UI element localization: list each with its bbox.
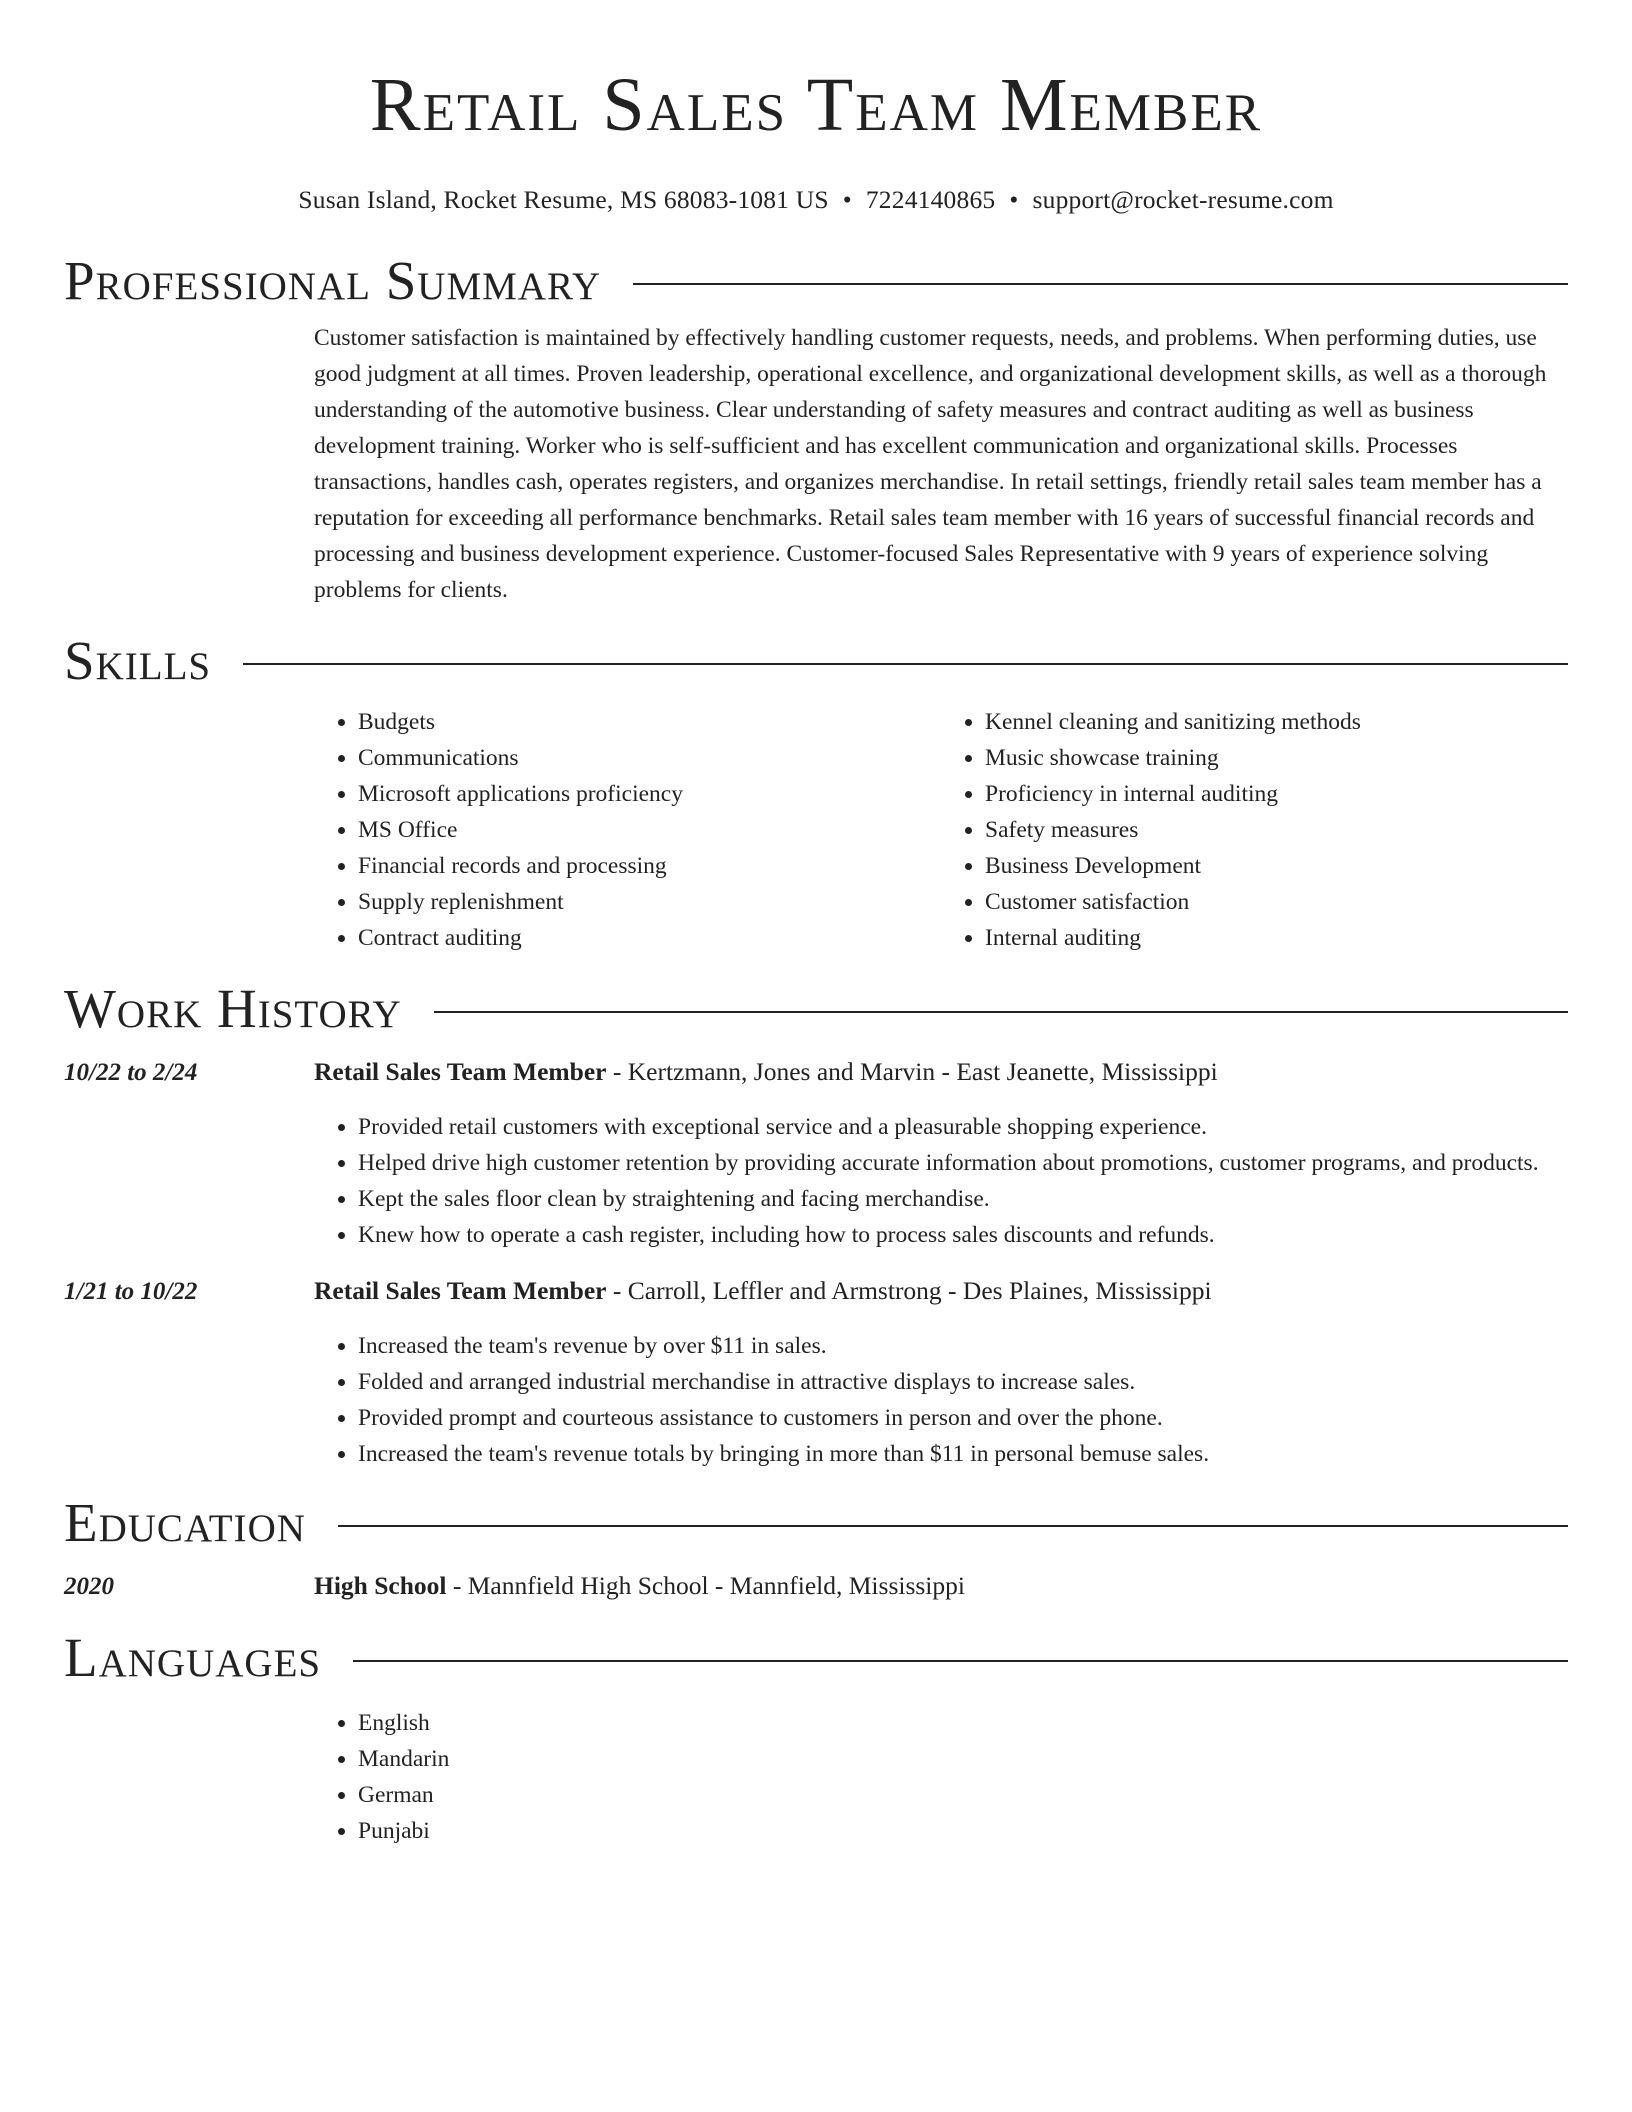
skill-item: • Customer satisfaction [985, 884, 1568, 920]
contact-line [64, 184, 1568, 216]
job-bullet: • Knew how to operate a cash register, including how to process sales discounts and refunds. [358, 1217, 1568, 1253]
job-bullet: • Provided prompt and courteous assistance to customers in person and over the phone. [358, 1400, 1568, 1436]
education-year: 2020 [64, 1573, 114, 1600]
section-divider [633, 283, 1568, 285]
education-school: - Mannfield High School - Mannfield, Mississippi [446, 1571, 965, 1600]
skill-item: • Kennel cleaning and sanitizing methods [985, 704, 1568, 740]
job-bullet: • Folded and arranged industrial merchandise in attractive displays to increase sales. [358, 1364, 1568, 1400]
job-bullets [314, 1328, 1568, 1472]
job-header [64, 1273, 1568, 1310]
education-degree: High School [314, 1571, 447, 1600]
job-title: Retail Sales Team Member [314, 1057, 607, 1086]
languages-section-header [64, 1625, 1568, 1691]
job-dates: 10/22 to 2/24 [64, 1059, 198, 1086]
education-heading [314, 1568, 965, 1604]
section-divider [434, 1011, 1568, 1013]
section-divider [338, 1525, 1568, 1527]
work-section-header [64, 976, 1568, 1042]
skill-item: • Safety measures [985, 812, 1568, 848]
job-bullet: • Increased the team's revenue totals by bringing in more than $11 in personal bemuse sales. [358, 1436, 1568, 1472]
skill-item: • Proficiency in internal auditing [985, 776, 1568, 812]
job-bullet: • Increased the team's revenue by over $11 in sales. [358, 1328, 1568, 1364]
contact-email: support@rocket-resume.com [1032, 185, 1334, 214]
summary-title: Professional Summary [64, 250, 602, 311]
job-heading [314, 1054, 1218, 1090]
summary-body [314, 320, 1568, 608]
job-bullet: • Provided retail customers with exceptional service and a pleasurable shopping experience. [358, 1109, 1568, 1145]
skill-item: • Business Development [985, 848, 1568, 884]
job-dates: 1/21 to 10/22 [64, 1278, 198, 1305]
skill-item: • MS Office [358, 812, 941, 848]
skill-item: • Supply replenishment [358, 884, 941, 920]
job-employer: - Kertzmann, Jones and Marvin - East Jeanette, Mississippi [606, 1057, 1218, 1086]
skill-item: • Budgets [358, 704, 941, 740]
education-section-header [64, 1490, 1568, 1556]
skill-item: • Internal auditing [985, 920, 1568, 956]
skills-section-header [64, 628, 1568, 694]
contact-address: Susan Island, Rocket Resume, MS 68083-1081 US [298, 185, 829, 214]
contact-separator: • [842, 185, 852, 214]
job-entry [64, 1273, 1568, 1472]
skill-item: • Contract auditing [358, 920, 941, 956]
skill-item: • Financial records and processing [358, 848, 941, 884]
section-divider [353, 1660, 1568, 1662]
languages-title: Languages [64, 1627, 322, 1688]
job-employer: - Carroll, Leffler and Armstrong - Des Plaines, Mississippi [606, 1276, 1212, 1305]
contact-phone: 7224140865 [865, 185, 996, 214]
job-bullet: • Kept the sales floor clean by straightening and facing merchandise. [358, 1181, 1568, 1217]
education-entry [64, 1568, 1568, 1605]
work-title: Work History [64, 978, 402, 1039]
language-item: • Mandarin [358, 1741, 1568, 1777]
skills-list [314, 704, 1568, 956]
skills-title: Skills [64, 630, 212, 691]
job-bullets [314, 1109, 1568, 1253]
languages-list [314, 1705, 1568, 1849]
skill-item: • Music showcase training [985, 740, 1568, 776]
language-item: • German [358, 1777, 1568, 1813]
language-item: • Punjabi [358, 1813, 1568, 1849]
job-heading [314, 1273, 1212, 1309]
summary-section-header [64, 248, 1568, 314]
job-bullet: • Helped drive high customer retention by providing accurate information about promotions, customer programs, and products. [358, 1145, 1568, 1181]
skills-column-left [314, 704, 941, 956]
job-entry [64, 1054, 1568, 1253]
skill-item: • Communications [358, 740, 941, 776]
skill-item: • Microsoft applications proficiency [358, 776, 941, 812]
skills-column-right [941, 704, 1568, 956]
languages-body [314, 1705, 1568, 1849]
job-header [64, 1054, 1568, 1091]
summary-text: Customer satisfaction is maintained by effectively handling customer requests, needs, and problems. When performing duties, use good judgment at all times. Proven leadership, operational excellence, and organizational development skills, as well as a thorough understanding of the automotive business. Clear understanding of safety measures and contract auditing as well as business development training. Worker who is self-sufficient and has excellent communication and organizational skills. Processes transactions, handles cash, operates registers, and organizes merchandise. In retail settings, friendly retail sales team member has a reputation for exceeding all performance benchmarks. Retail sales team member with 16 years of successful financial records and processing and business development experience. Customer-focused Sales Representative with 9 years of experience solving problems for clients. [314, 325, 1547, 603]
language-item: • English [358, 1705, 1568, 1741]
education-title: Education [64, 1492, 306, 1553]
contact-separator: • [1009, 185, 1019, 214]
section-divider [243, 663, 1568, 665]
resume-name: Retail Sales Team Member [369, 63, 1263, 147]
job-title: Retail Sales Team Member [314, 1276, 607, 1305]
